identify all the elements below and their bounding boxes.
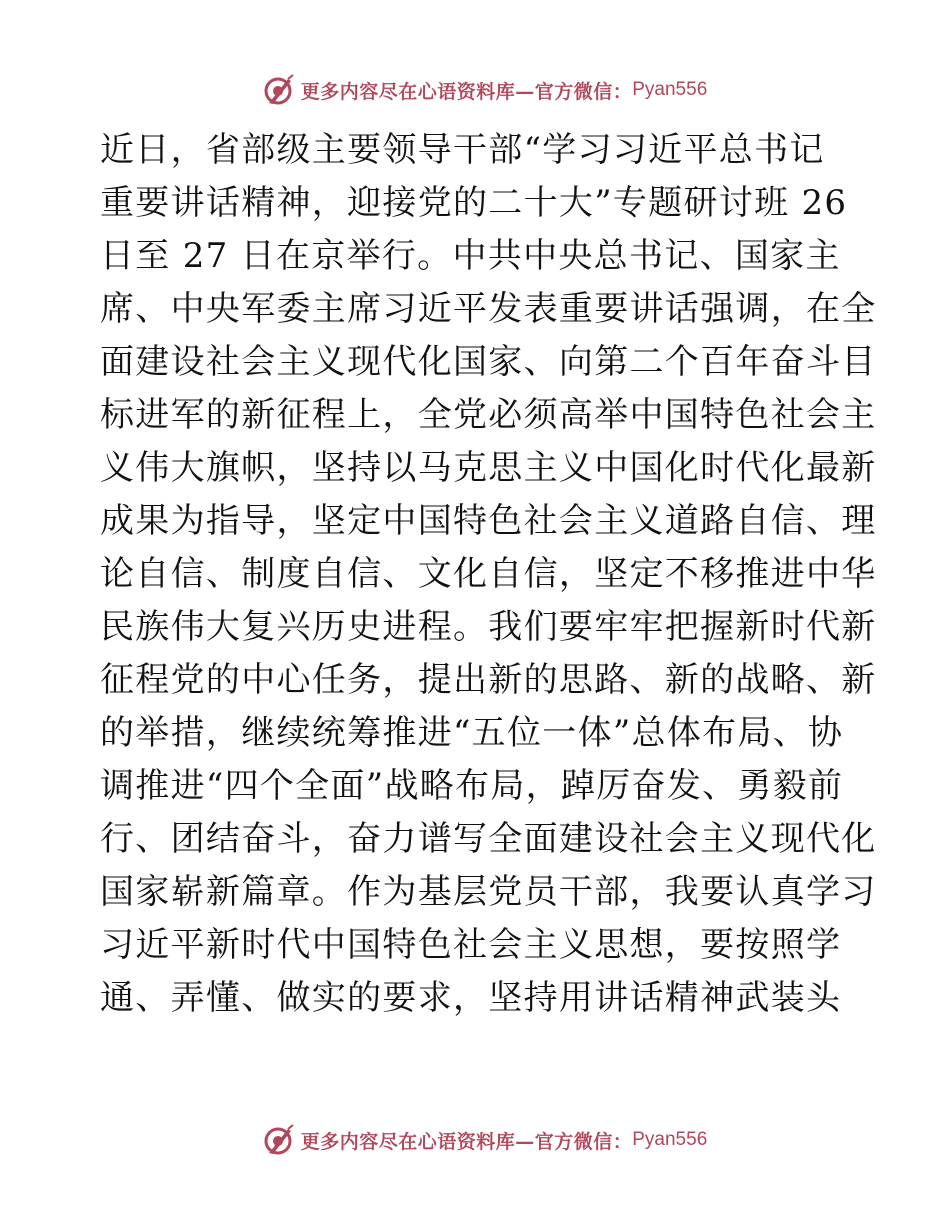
footer-handle: Pyan556	[632, 1129, 708, 1150]
text-line: 习近平新时代中国特色社会主义思想，要按照学	[100, 925, 842, 965]
text-line: 成果为指导，坚定中国特色社会主义道路自信、理	[100, 501, 877, 541]
text-line: 近日，省部级主要领导干部“学习习近平总书记	[100, 130, 825, 170]
text-line: 民族伟大复兴历史进程。我们要牢牢把握新时代新	[100, 607, 877, 647]
footer-text: 更多内容尽在心语资料库—官方微信：	[300, 1130, 633, 1153]
brush-seal-icon	[261, 1123, 295, 1157]
article-body	[100, 124, 877, 1025]
header-text: 更多内容尽在心语资料库—官方微信：	[300, 80, 633, 103]
header-handle: Pyan556	[632, 79, 708, 100]
text-line: 日至 27 日在京举行。中共中央总书记、国家主	[100, 236, 841, 276]
text-line: 通、弄懂、做实的要求，坚持用讲话精神武装头	[100, 978, 842, 1018]
text-line: 面建设社会主义现代化国家、向第二个百年奋斗目	[100, 342, 877, 382]
text-line: 征程党的中心任务，提出新的思路、新的战略、新	[100, 660, 877, 700]
brush-seal-icon	[261, 73, 295, 107]
text-line: 义伟大旗帜，坚持以马克思主义中国化时代化最新	[100, 448, 877, 488]
text-line: 论自信、制度自信、文化自信，坚定不移推进中华	[100, 554, 877, 594]
text-line: 的举措，继续统筹推进“五位一体”总体布局、协	[100, 713, 844, 753]
header-banner	[0, 68, 950, 112]
footer-banner	[0, 1118, 950, 1162]
text-line: 重要讲话精神，迎接党的二十大”专题研讨班 26	[100, 183, 848, 223]
text-line: 标进军的新征程上，全党必须高举中国特色社会主	[100, 395, 877, 435]
text-line: 席、中央军委主席习近平发表重要讲话强调，在全	[100, 289, 877, 329]
text-line: 行、团结奋斗，奋力谱写全面建设社会主义现代化	[100, 819, 877, 859]
text-line: 国家崭新篇章。作为基层党员干部，我要认真学习	[100, 872, 877, 912]
text-line: 调推进“四个全面”战略布局，踔厉奋发、勇毅前	[100, 766, 844, 806]
